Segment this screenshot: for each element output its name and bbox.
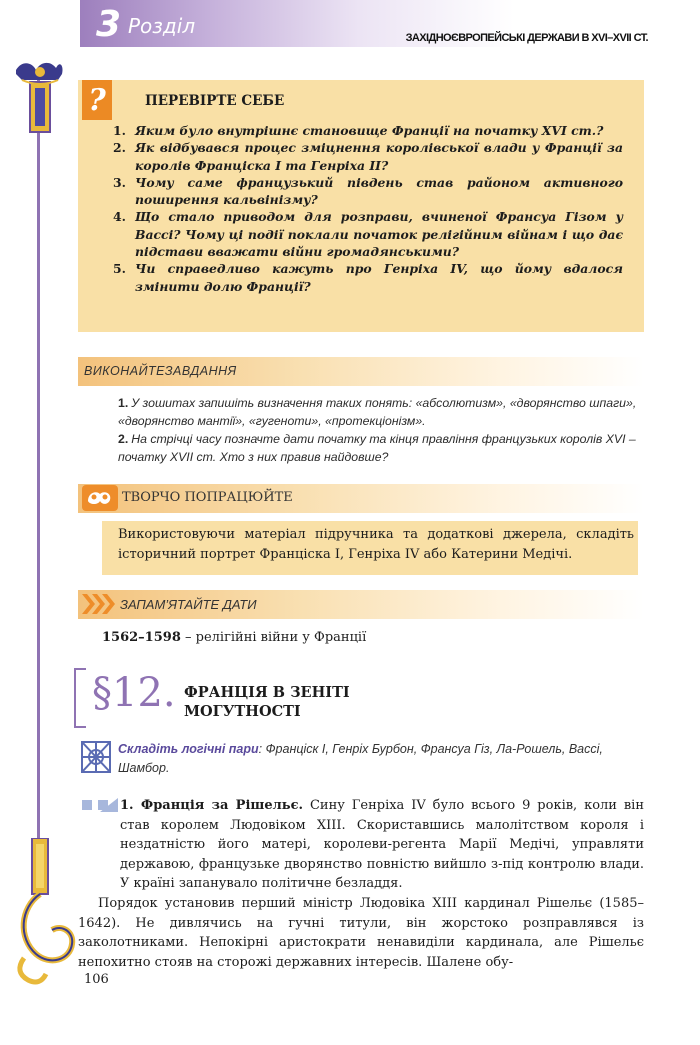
date-event: – релігійні війни у Франції bbox=[180, 630, 367, 645]
paragraph-title bbox=[184, 683, 350, 721]
celtic-knot-icon bbox=[80, 740, 112, 774]
logical-pairs-task bbox=[118, 740, 648, 778]
paragraph-text: Порядок установив перший міністр Людовіка XIII кардинал Рішельє (1585–1642). Не дивлячись на гучні титули, він жорстоко розправлявся із заколотниками. Непокірні аристократи ненавиділи кардинала, але Рішельє непохитно стояв на сторожі державних інтересів. Шалене обу- bbox=[78, 895, 644, 970]
paragraph-title-line: МОГУТНОСТІ bbox=[184, 703, 301, 720]
chevrons-icon bbox=[80, 592, 116, 616]
chapter-number: 3 bbox=[96, 4, 122, 45]
border-line bbox=[37, 78, 40, 883]
subheading: 1. Франція за Рішельє. bbox=[120, 798, 304, 813]
pairs-text: : Франціск І, Генріх Бурбон, Франсуа Гіз, Ла-Рошель, Вассі, Шамбор. bbox=[118, 742, 603, 775]
list-item: 1. Яким було внутрішнє становище Франції на початку XVI ст.? bbox=[113, 123, 604, 138]
list-item: 3. Чому саме французький південь став районом активного поширення кальвінізму? bbox=[113, 174, 623, 208]
tasks-title: ВИКОНАЙТЕЗАВДАННЯ bbox=[84, 364, 237, 378]
date-entry bbox=[102, 630, 366, 645]
paragraph-title-line: ФРАНЦІЯ В ЗЕНІТІ bbox=[184, 684, 350, 701]
check-yourself-title: ПЕРЕВІРТЕ СЕБЕ bbox=[145, 93, 285, 109]
body-text bbox=[78, 796, 644, 972]
task-list bbox=[118, 394, 646, 466]
list-item: 2. Як відбувався процес зміцнення королівської влади у Франції за королів Франціска І та Генріха ІІ? bbox=[113, 140, 623, 173]
list-item: 4. Що стало приводом для розправи, вчиненої Франсуа Гізом у Вассі? Чому ці події поклали початок релігійним війнам і що дає підстави вважати війни громадянськими? bbox=[113, 209, 623, 260]
ornament-top-icon bbox=[14, 58, 66, 136]
paragraph-text: Сину Генріха IV було всього 9 років, коли він став королем Людовіком XIII. Скориставшись малолітством короля і нездатністю його матері, королеви-регента Марії Медічі, управляти державою, французьке дворянство повністю вийшло з-під контролю влади. У країні запанувало політичне безладдя. bbox=[120, 798, 644, 892]
paragraph-number: §12. bbox=[92, 670, 176, 716]
ornament-bottom-icon bbox=[10, 838, 82, 988]
section-bracket-bottom bbox=[74, 726, 86, 728]
running-title: ЗАХІДНОЄВРОПЕЙСЬКІ ДЕРЖАВИ В XVI–XVII СТ. bbox=[405, 32, 648, 44]
creative-title: ТВОРЧО ПОПРАЦЮЙТЕ bbox=[122, 490, 293, 505]
creative-text: Використовуючи матеріал підручника та додаткові джерела, складіть історичний портрет Франціска І, Генріха IV або Катерини Медічі. bbox=[118, 527, 634, 562]
dates-title: ЗАПАМ’ЯТАЙТЕ ДАТИ bbox=[120, 597, 257, 612]
page-number: 106 bbox=[84, 972, 109, 987]
paragraph bbox=[78, 894, 644, 972]
paragraph bbox=[78, 796, 644, 894]
section-bracket-top bbox=[74, 668, 86, 670]
list-item: 5. Чи справедливо кажуть про Генріха IV, що йому вдалося змінити долю Франції? bbox=[113, 261, 623, 294]
ram-icon bbox=[82, 485, 118, 511]
pairs-lead: Складіть логічні пари bbox=[118, 742, 259, 756]
date-years: 1562–1598 bbox=[102, 630, 181, 645]
chapter-label: Розділ bbox=[128, 14, 196, 38]
list-item: 2. На стрічці часу позначте дати початку та кінця правління французьких королів XVI – початку XVII ст. Хто з них правив найдовше? bbox=[118, 432, 636, 464]
question-icon: ? bbox=[82, 80, 112, 120]
section-bracket bbox=[74, 668, 76, 728]
list-item: 1. У зошитах запишіть визначення таких понять: «абсолютизм», «дворянство шпаги», «дворянство мантії», «гугеноти», «протекціонізм». bbox=[118, 396, 637, 428]
check-question-list bbox=[113, 122, 623, 295]
